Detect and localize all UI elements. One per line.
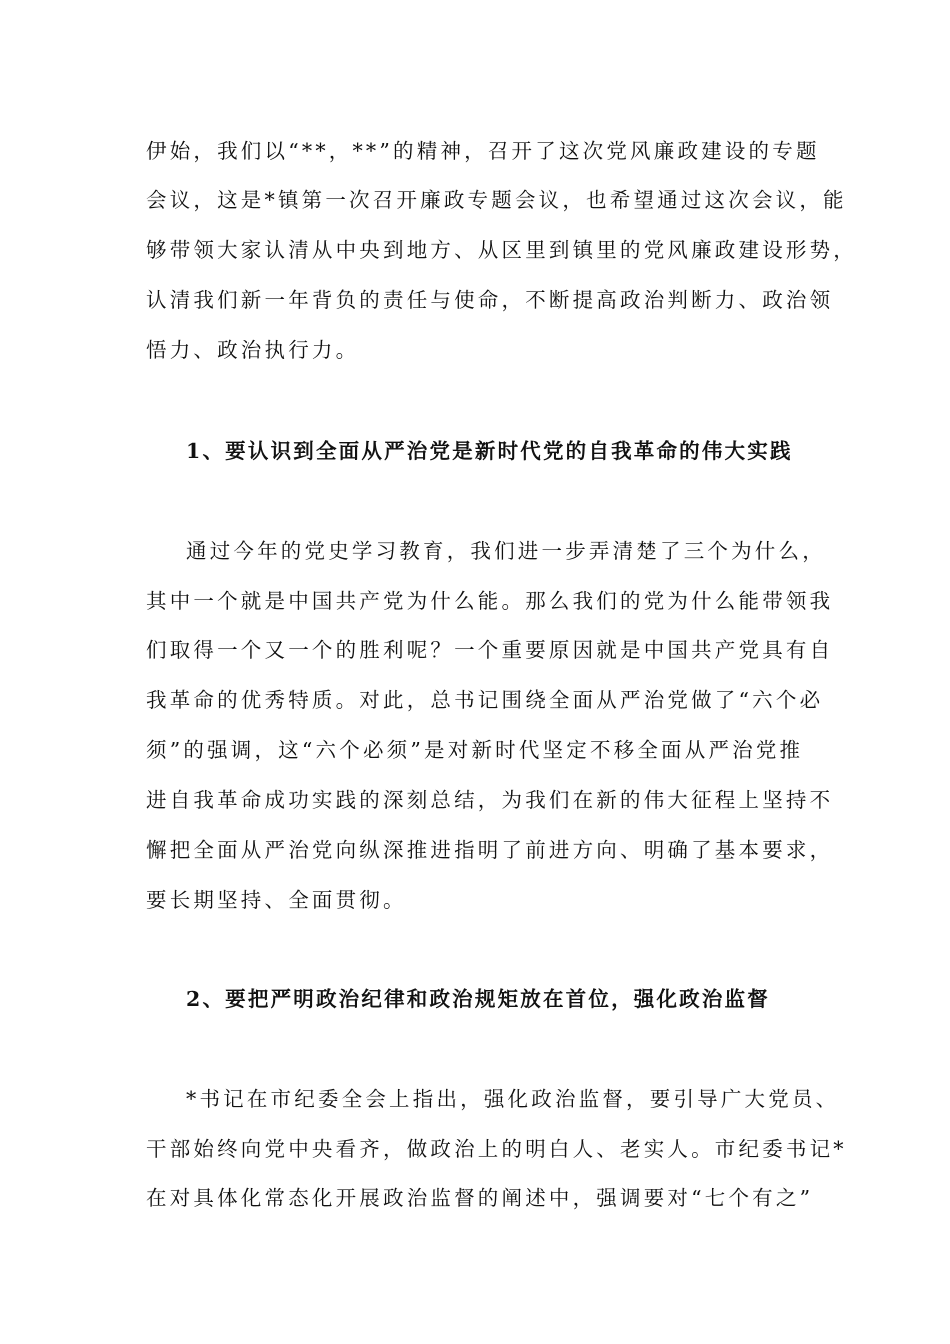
section-heading-1: 1、要认识到全面从严治党是新时代党的自我革命的伟大实践	[186, 439, 793, 463]
paragraph-2-line-1: 通过今年的党史学习教育，我们进一步弄清楚了三个为什么，	[186, 539, 826, 563]
paragraph-2-line-4: 我革命的优秀特质。对此，总书记围绕全面从严治党做了“六个必	[146, 688, 824, 712]
paragraph-2-line-3: 们取得一个又一个的胜利呢？一个重要原因就是中国共产党具有自	[146, 638, 834, 662]
paragraph-3-line-3: 在对具体化常态化开展政治监督的阐述中，强调要对“七个有之”	[146, 1186, 814, 1210]
paragraph-2-line-6: 进自我革命成功实践的深刻总结，为我们在新的伟大征程上坚持不	[146, 788, 834, 812]
paragraph-1-line-4: 认清我们新一年背负的责任与使命，不断提高政治判断力、政治领	[146, 288, 834, 312]
paragraph-1-line-1: 伊始，我们以“**，**”的精神，召开了这次党风廉政建设的专题	[146, 139, 820, 163]
paragraph-2-line-2: 其中一个就是中国共产党为什么能。那么我们的党为什么能带领我	[146, 589, 834, 613]
paragraph-1-line-3: 够带领大家认清从中央到地方、从区里到镇里的党风廉政建设形势，	[146, 238, 857, 262]
paragraph-3-line-1: *书记在市纪委全会上指出，强化政治监督，要引导广大党员、	[186, 1087, 840, 1111]
paragraph-1-line-5: 悟力、政治执行力。	[146, 338, 360, 362]
paragraph-2-line-8: 要长期坚持、全面贯彻。	[146, 888, 407, 912]
paragraph-3-line-2: 干部始终向党中央看齐，做政治上的明白人、老实人。市纪委书记*	[146, 1137, 847, 1161]
paragraph-1-line-2: 会议，这是*镇第一次召开廉政专题会议，也希望通过这次会议，能	[146, 188, 847, 212]
paragraph-2-line-5: 须”的强调，这“六个必须”是对新时代坚定不移全面从严治党推	[146, 738, 804, 762]
paragraph-2-line-7: 懈把全面从严治党向纵深推进指明了前进方向、明确了基本要求，	[146, 838, 834, 862]
section-heading-2: 2、要把严明政治纪律和政治规矩放在首位，强化政治监督	[186, 987, 770, 1011]
